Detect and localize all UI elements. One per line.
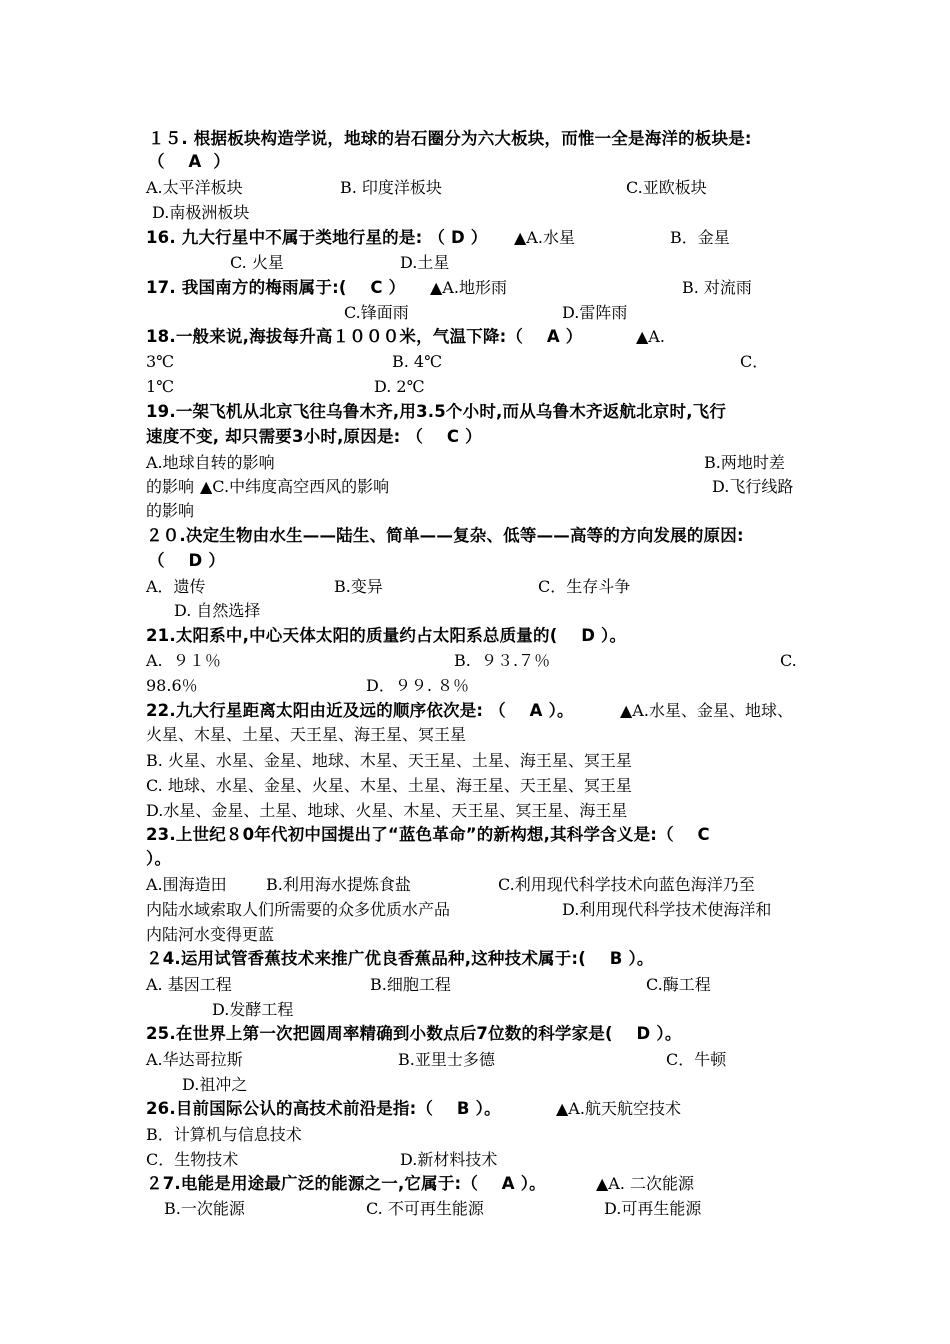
option-21c: 98.6％: [146, 676, 198, 695]
question-27: ２7.电能是用途最广泛的能源之一,它属于:（ A ）。: [146, 1174, 546, 1193]
option-24a: A. 基因工程: [146, 975, 232, 994]
option-22c: C. 地球、水星、金星、火星、木星、土星、海王星、天王星、冥王星: [146, 776, 632, 795]
question-24: ２4.运用试管香蕉技术来推广优良香蕉品种,这种技术属于:( B ）。: [146, 949, 654, 968]
question-20: ２０.决定生物由水生——陆生、简单——复杂、低等——高等的方向发展的原因:: [146, 526, 744, 545]
question-23: 23.上世纪８0年代初中国提出了“蓝色革命”的新构想,其科学含义是:（ C: [146, 825, 710, 844]
option-19a: A.地球自转的影响: [146, 453, 275, 472]
question-16: 16. 九大行星中不属于类地行星的是: （ D ）: [146, 228, 488, 247]
option-20c: C．生存斗争: [538, 577, 631, 596]
option-17a: ▲A.地形雨: [430, 278, 507, 297]
option-21a: A. ９１％: [146, 651, 221, 670]
option-19c: ▲C.中纬度高空西风的影响: [200, 477, 390, 496]
option-27b: B.一次能源: [164, 1199, 245, 1218]
option-15b: B. 印度洋板块: [340, 178, 442, 197]
option-15d: D.南极洲板块: [152, 203, 250, 222]
option-27d: D.可再生能源: [604, 1199, 702, 1218]
option-17d: D.雷阵雨: [562, 303, 628, 322]
option-23a: A.围海造田: [146, 875, 227, 894]
option-20d: D. 自然选择: [174, 601, 261, 620]
option-19b: B.两地时差: [704, 453, 785, 472]
option-21b: B. ９３.７％: [454, 651, 551, 670]
question-15: １５. 根据板块构造学说，地球的岩石圈分为六大板块，而惟一全是海洋的板块是:: [148, 129, 752, 148]
question-21: 21.太阳系中,中心天体太阳的质量约占太阳系总质量的( D ）。: [146, 626, 627, 645]
option-23b: B.利用海水提炼食盐: [266, 875, 411, 894]
option-17c: C.锋面雨: [344, 303, 409, 322]
option-22d: D.水星、金星、土星、地球、火星、木星、天王星、冥王星、海王星: [146, 801, 628, 820]
question-17: 17. 我国南方的梅雨属于:( C ）: [146, 278, 406, 297]
question-25: 25.在世界上第一次把圆周率精确到小数点后7位数的科学家是( D ）。: [146, 1024, 682, 1043]
option-18a: 3℃: [146, 352, 175, 371]
option-18c: 1℃: [146, 377, 175, 396]
option-26d: D.新材料技术: [400, 1150, 498, 1169]
option-25a: A.华达哥拉斯: [146, 1050, 243, 1069]
option-18c-marker: C．: [740, 352, 769, 371]
option-19b-cont: 的影响: [146, 477, 195, 496]
option-23d: D.利用现代科学技术使海洋和: [562, 900, 772, 919]
option-16d: D.土星: [400, 253, 450, 272]
option-17b: B. 对流雨: [682, 278, 752, 297]
option-19d-cont: 的影响: [146, 501, 195, 520]
option-18d: D. 2℃: [374, 377, 425, 396]
option-26a: ▲A.航天航空技术: [556, 1099, 681, 1118]
option-20a: A．遗传: [146, 577, 206, 596]
option-27a: ▲A. 二次能源: [596, 1174, 695, 1193]
option-22a: ▲A.水星、金星、地球、: [620, 701, 793, 720]
option-25c: C．牛顿: [666, 1050, 727, 1069]
option-27c: C. 不可再生能源: [366, 1199, 484, 1218]
option-16b: B．金星: [670, 228, 730, 247]
answer-15: （ A ）: [148, 152, 231, 171]
question-26: 26.目前国际公认的高技术前沿是指:（ B ）。: [146, 1099, 501, 1118]
option-26c: C．生物技术: [146, 1150, 239, 1169]
option-21d: D．９９. ８％: [366, 676, 470, 695]
question-23-cont: ）。: [146, 849, 172, 868]
option-22b: B. 火星、水星、金星、地球、木星、天王星、土星、海王星、冥王星: [146, 751, 632, 770]
option-26b: B．计算机与信息技术: [146, 1125, 302, 1144]
option-18a-marker: ▲A.: [636, 327, 665, 346]
option-23d-cont: 内陆河水变得更蓝: [146, 925, 275, 944]
option-25d: D.祖冲之: [182, 1075, 248, 1094]
option-24d: D.发酵工程: [212, 1000, 294, 1019]
option-24c: C.酶工程: [646, 975, 711, 994]
option-16a: ▲A.水星: [514, 228, 575, 247]
answer-20: （ D ）: [148, 551, 226, 570]
option-23c-cont: 内陆水域索取人们所需要的众多优质水产品: [146, 900, 451, 919]
option-23c: C.利用现代科学技术向蓝色海洋乃至: [498, 875, 755, 894]
question-19-line2: 速度不变, 却只需要3小时,原因是: （ C ）: [146, 427, 482, 446]
option-25b: B.亚里士多德: [398, 1050, 495, 1069]
question-19-line1: 19.一架飞机从北京飞往乌鲁木齐,用3.5个小时,而从乌鲁木齐返航北京时,飞行: [146, 402, 727, 421]
option-22a-cont: 火星、木星、土星、天王星、海王星、冥王星: [146, 725, 467, 744]
question-18: 18.一般来说,海拔每升高１０００米，气温下降:（ A ）: [146, 327, 583, 346]
option-20b: B.变异: [334, 577, 383, 596]
option-15a: A.太平洋板块: [146, 178, 243, 197]
option-15c: C.亚欧板块: [626, 178, 707, 197]
option-16c: C. 火星: [230, 253, 284, 272]
option-21c-marker: C.: [780, 651, 797, 670]
question-22: 22.九大行星距离太阳由近及远的顺序依次是: （ A ）。: [146, 701, 574, 720]
option-24b: B.细胞工程: [370, 975, 451, 994]
option-19d: D.飞行线路: [712, 477, 794, 496]
option-18b: B. 4℃: [392, 352, 443, 371]
